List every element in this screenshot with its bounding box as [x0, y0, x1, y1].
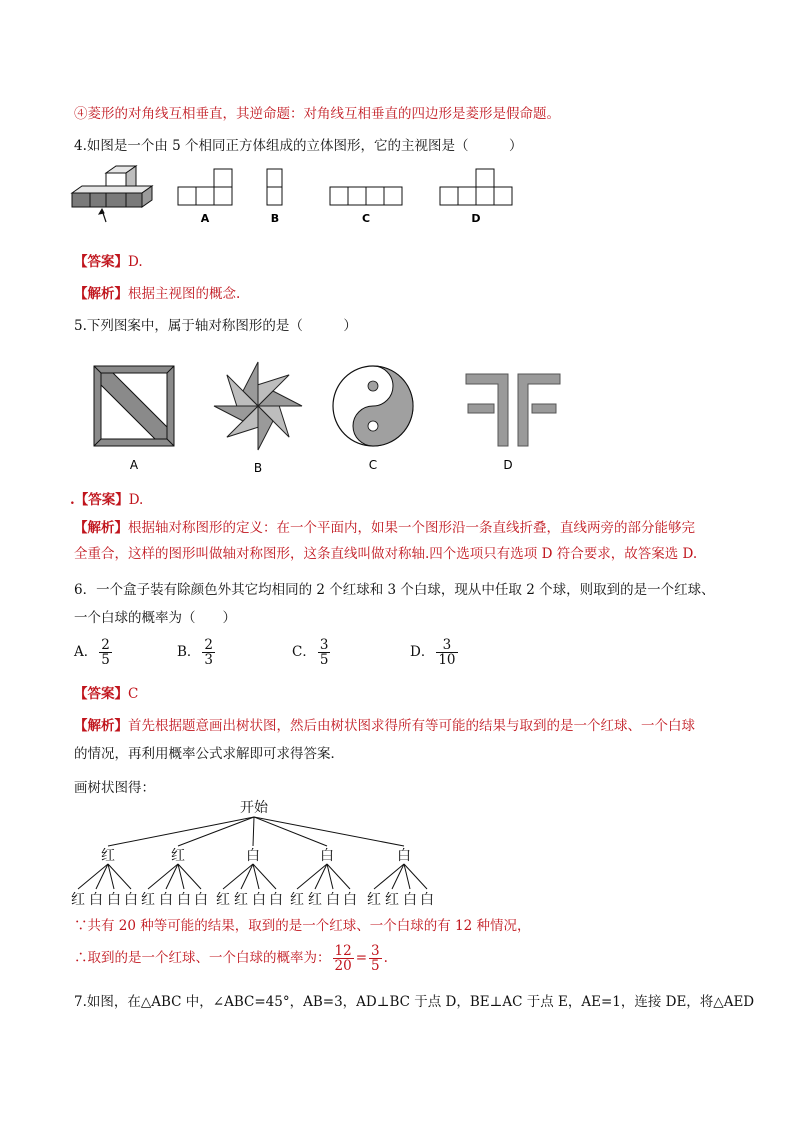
- question-6-answer: [74, 682, 138, 702]
- tree-level2-label: 白: [420, 892, 434, 908]
- option-a-label: A: [129, 458, 139, 472]
- choice-b[interactable]: [177, 638, 217, 667]
- tree-branch-level2: [374, 864, 404, 889]
- tree-level2-label: 红: [385, 892, 399, 908]
- tree-level2-label: 红: [367, 892, 381, 908]
- tree-level2-label: 白: [194, 892, 208, 908]
- option-c-view: [330, 187, 402, 205]
- answer-value: D.: [128, 254, 143, 270]
- result-end: .: [383, 950, 388, 967]
- option-d-label: D: [471, 212, 481, 225]
- question-6-analysis-line-1: [74, 714, 695, 734]
- result-equals: =: [355, 950, 367, 967]
- tree-level2-label: 红: [216, 892, 230, 908]
- tree-level2-label: 白: [124, 892, 138, 908]
- option-a-label: A: [200, 212, 210, 225]
- result-line-2-text: ∴取到的是一个红球、一个白球的概率为：: [74, 950, 331, 967]
- tree-branch-level1: [254, 817, 404, 846]
- question-5-text: 5.下列图案中，属于轴对称图形的是（ ）: [74, 318, 357, 334]
- tree-branch-level2: [223, 864, 253, 889]
- question-4-analysis: [74, 282, 240, 302]
- answer-tag: 【答案】: [74, 254, 128, 270]
- analysis-tag: 【解析】: [74, 718, 128, 734]
- question-5-analysis-line-2: 全重合，这样的图形叫做轴对称图形，这条直线叫做对称轴.四个选项只有选项 D 符合要求，故答案选 D.: [74, 546, 698, 562]
- tree-level2-label: 红: [234, 892, 248, 908]
- tree-level2-label: 白: [269, 892, 283, 908]
- tree-branch-level1: [108, 817, 254, 846]
- answer-tag: 【答案】: [74, 686, 128, 702]
- analysis-tag: 【解析】: [74, 286, 128, 302]
- option-b-label: B: [253, 461, 263, 475]
- tree-level2-label: 白: [343, 892, 357, 908]
- question-4-text: 4.如图是一个由 5 个相同正方体组成的立体图形，它的主视图是（ ）: [74, 138, 523, 154]
- choice-a-fraction: $\frac{2}{5}$: [101, 637, 110, 669]
- choice-a-label: A．: [74, 644, 98, 661]
- tree-branch-level2: [96, 864, 108, 889]
- tree-level2-label: 白: [403, 892, 417, 908]
- question-5-figures: [86, 358, 576, 476]
- question-6-text-line-2: 一个白球的概率为（ ）: [74, 610, 236, 626]
- analysis-text: 根据轴对称图形的定义：在一个平面内，如果一个图形沿一条直线折叠，直线两旁的部分能够完: [128, 520, 695, 536]
- answer-value: D.: [128, 492, 144, 508]
- option-c-label: C: [361, 212, 371, 225]
- tree-branch-level2: [315, 864, 327, 889]
- tree-branch-level1: [178, 817, 254, 846]
- choice-b-label: B．: [177, 644, 201, 661]
- tree-level2-label: 白: [159, 892, 173, 908]
- option-d-view: [440, 169, 512, 205]
- tree-level2-label: 红: [308, 892, 322, 908]
- tree-level1-label: 红: [101, 848, 115, 864]
- tree-root-label: 开始: [240, 800, 268, 816]
- tree-level2-label: 白: [252, 892, 266, 908]
- tree-level1-label: 红: [171, 848, 185, 864]
- option-a-view: [178, 169, 232, 205]
- tree-branch-level2: [241, 864, 253, 889]
- tree-level2-label: 白: [89, 892, 103, 908]
- tree-level2-label: 红: [141, 892, 155, 908]
- choice-d-fraction: $\frac{3}{10}$: [438, 637, 456, 669]
- choice-c[interactable]: [292, 638, 332, 667]
- question-4-answer: [74, 250, 143, 270]
- choice-c-fraction: $\frac{3}{5}$: [319, 637, 329, 669]
- tree-level2-label: 白: [326, 892, 340, 908]
- tree-branch-level1: [254, 817, 327, 846]
- tree-branch-level2: [297, 864, 327, 889]
- answer-tag: .【答案】: [70, 492, 129, 508]
- answer-value: C: [128, 686, 139, 702]
- previous-item-note: ④菱形的对角线互相垂直，其逆命题：对角线互相垂直的四边形是菱形是假命题。: [74, 106, 560, 122]
- result-line-1: ∵共有 20 种等可能的结果，取到的是一个红球、一个白球的有 12 种情况，: [74, 918, 531, 934]
- tree-level2-label: 红: [71, 892, 85, 908]
- option-d-mirrored-shapes: [466, 374, 560, 446]
- tree-level1-label: 白: [320, 848, 334, 864]
- analysis-text: 根据主视图的概念.: [128, 286, 241, 302]
- option-b-label: B: [270, 212, 280, 225]
- tree-branch-level2: [166, 864, 178, 889]
- option-b-pinwheel: [214, 362, 302, 450]
- tree-intro: 画树状图得：: [74, 780, 155, 796]
- tree-branch-level2: [78, 864, 108, 889]
- option-c-yin-yang: [333, 366, 413, 446]
- tree-branch-level1: [253, 817, 254, 846]
- analysis-tag: 【解析】: [74, 520, 128, 536]
- tree-level2-label: 白: [107, 892, 121, 908]
- choice-b-fraction: $\frac{2}{3}$: [204, 637, 214, 669]
- choice-a[interactable]: [74, 638, 114, 667]
- choice-c-label: C．: [292, 644, 316, 661]
- tree-level1-label: 白: [246, 848, 260, 864]
- tree-level2-label: 红: [290, 892, 304, 908]
- choice-d-label: D．: [410, 644, 435, 661]
- result-fraction-3-5: $\frac{3}{5}$: [371, 943, 380, 975]
- question-6-analysis-line-2: 的情况，再利用概率公式求解即可求得答案．: [74, 746, 344, 762]
- result-line-2: [74, 944, 388, 973]
- probability-tree-diagram: [64, 798, 464, 910]
- option-c-label: C: [368, 458, 378, 472]
- question-5-answer: [70, 488, 143, 508]
- tree-level2-label: 白: [177, 892, 191, 908]
- tree-branch-level2: [148, 864, 178, 889]
- option-d-label: D: [503, 458, 513, 472]
- cube-solid-figure: [72, 166, 152, 222]
- tree-level1-label: 白: [397, 848, 411, 864]
- question-7-text-line-1: 7.如图，在△ABC 中，∠ABC=45°，AB=3，AD⊥BC 于点 D，BE⊥AC 于点 E，AE=1，连接 DE，将△AED: [74, 994, 755, 1010]
- result-fraction-12-20: $\frac{12}{20}$: [334, 943, 352, 975]
- question-6-text-line-1: 6．一个盒子装有除颜色外其它均相同的 2 个红球和 3 个白球，现从中任取 2 个球，则取到的是一个红球、: [74, 582, 715, 598]
- question-4-figures: [68, 162, 528, 230]
- analysis-text: 首先根据题意画出树状图，然后由树状图求得所有等可能的结果与取到的是一个红球、一个白球: [128, 718, 695, 734]
- option-b-view: [267, 169, 282, 205]
- tree-branch-level2: [392, 864, 404, 889]
- choice-d[interactable]: [410, 638, 460, 667]
- question-5-analysis-line-1: [74, 516, 695, 536]
- option-a-framed-square: [94, 366, 174, 446]
